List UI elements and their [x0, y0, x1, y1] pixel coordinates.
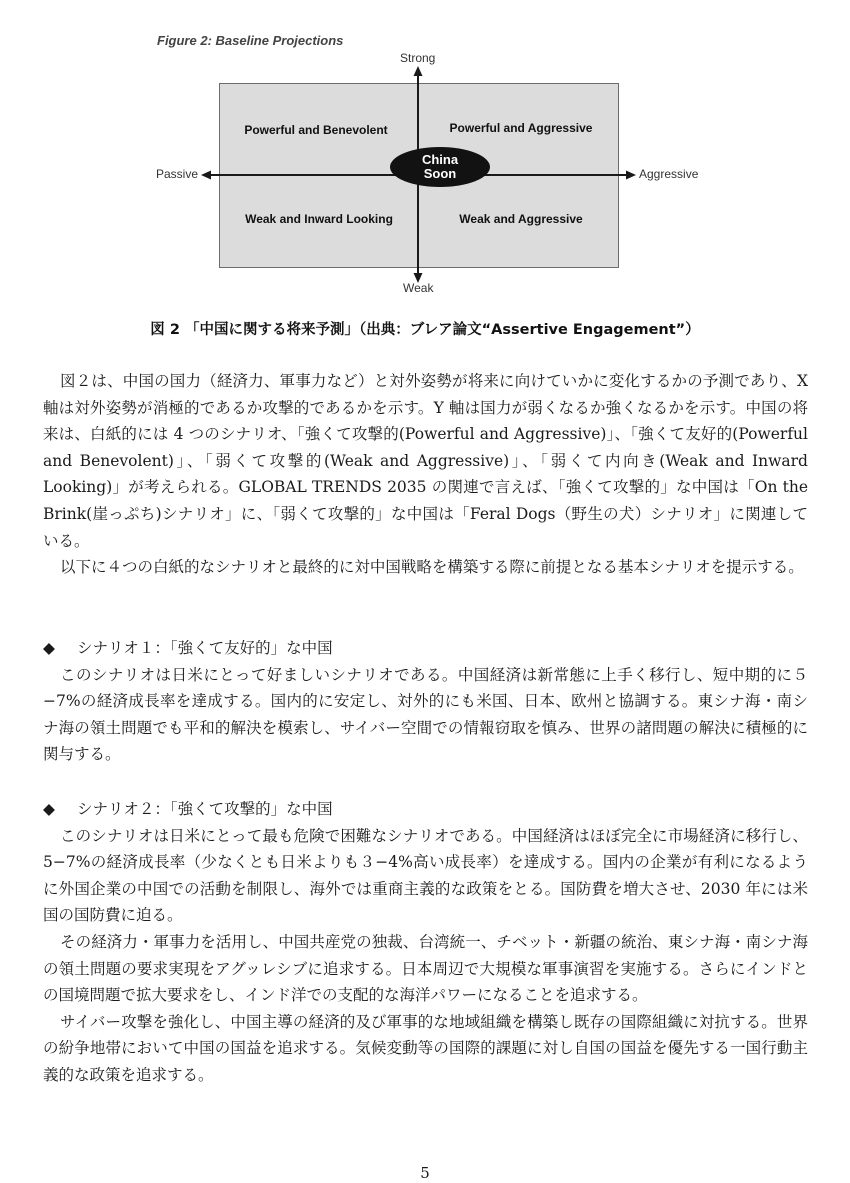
scenario-1-section	[43, 635, 808, 768]
scenario-2-heading-row	[43, 796, 808, 823]
quadrant-top-left: Powerful and Benevolent	[244, 123, 388, 137]
axis-label-aggressive: Aggressive	[639, 167, 699, 181]
left-arrow-icon	[201, 171, 211, 180]
scenario-2-body-3: サイバー攻撃を強化し、中国主導の経済的及び軍事的な地域組織を構築し既存の国際組織に対抗する。世界の紛争地帯において中国の国益を追求する。気候変動等の国際的課題に対し自国の国益を優先する一国行動主義的な政策を追求する。	[43, 1012, 808, 1084]
china-soon-ellipse	[390, 147, 490, 187]
scenario-2-section	[43, 796, 808, 1089]
axis-label-passive: Passive	[156, 167, 199, 181]
axis-label-weak: Weak	[403, 281, 434, 295]
scenario-1-heading-row	[43, 635, 808, 662]
scenario-1-heading: シナリオ１：「強くて友好的」な中国	[77, 639, 333, 657]
figure-title: Figure 2: Baseline Projections	[157, 33, 344, 48]
paragraph-2: 以下に４つの白紙的なシナリオと最終的に対中国戦略を構築する際に前提となる基本シナリオを提示する。	[60, 558, 804, 577]
quadrant-top-right: Powerful and Aggressive	[449, 121, 593, 135]
up-arrow-icon	[414, 66, 423, 76]
page-number: 5	[420, 1164, 430, 1182]
scenario-2-body-1: このシナリオは日米にとって最も危険で困難なシナリオである。中国経済はほぼ完全に市場経済に移行し、5−7%の経済成長率（少なくとも日米よりも３−4%高い成長率）を達成する。国内の企業が有利になるように外国企業の中国での活動を制限し、海外では重商主義的な政策をとる。国防費を増大させ、2030 年には米国の国防費に迫る。	[43, 826, 808, 925]
scenario-2-body-2: その経済力・軍事力を活用し、中国共産党の独裁、台湾統一、チベット・新疆の統治、東シナ海・南シナ海の領土問題の要求実現をアグッレシブに追求する。日本周辺で大規模な軍事演習を実施する。さらにインドとの国境問題で拡大要求をし、インド洋での支配的な海洋パワーになることを追求する。	[43, 932, 808, 1005]
scenario-2-heading: シナリオ２：「強くて攻撃的」な中国	[77, 800, 333, 818]
body-text	[43, 368, 808, 581]
axis-label-strong: Strong	[400, 51, 436, 65]
quadrant-bottom-right: Weak and Aggressive	[459, 212, 583, 226]
paragraph-1: 図２は、中国の国力（経済力、軍事力など）と対外姿勢が将来に向けていかに変化するかの予測であり、X 軸は対外姿勢が消極的であるか攻撃的であるかを示す。Y 軸は国力が弱くなるか強くなるかを示す。中国の将来は、白紙的には 4 つのシナリオ、「強くて攻撃的(Powerful and Aggressive)」、「強くて友好的(Powerful and Benevolent)」、「弱くて攻撃的(Weak and Aggressive)」、「弱くて内向き(Weak and Inward Looking)」が考えられる。GLOBAL TRENDS 2035 の関連で言えば、「強くて攻撃的」な中国は「On the Brink(崖っぷち)シナリオ」に、「弱くて攻撃的」な中国は「Feral Dogs（野生の犬）シナリオ」に関連している。	[43, 372, 808, 550]
scenario-1-body: このシナリオは日米にとって好ましいシナリオである。中国経済は新常態に上手く移行し、短中期的に５−7%の経済成長率を達成する。国内的に安定し、対外的にも米国、日本、欧州と協調する。東シナ海・南シナ海の領土問題でも平和的解決を模索し、サイバー空間での情報窃取を慎み、世界の諸問題の解決に積極的に関与する。	[43, 665, 808, 764]
quadrant-bottom-left: Weak and Inward Looking	[245, 212, 393, 226]
right-arrow-icon	[626, 171, 636, 180]
diamond-bullet-icon: ◆	[43, 639, 55, 657]
diamond-bullet-icon: ◆	[43, 800, 55, 818]
center-label-line1: China	[421, 152, 459, 167]
figure-caption: 図 2 「中国に関する将来予測」（出典：ブレア論文“Assertive Engagement”）	[150, 322, 700, 338]
center-label-line2: Soon	[423, 166, 457, 181]
